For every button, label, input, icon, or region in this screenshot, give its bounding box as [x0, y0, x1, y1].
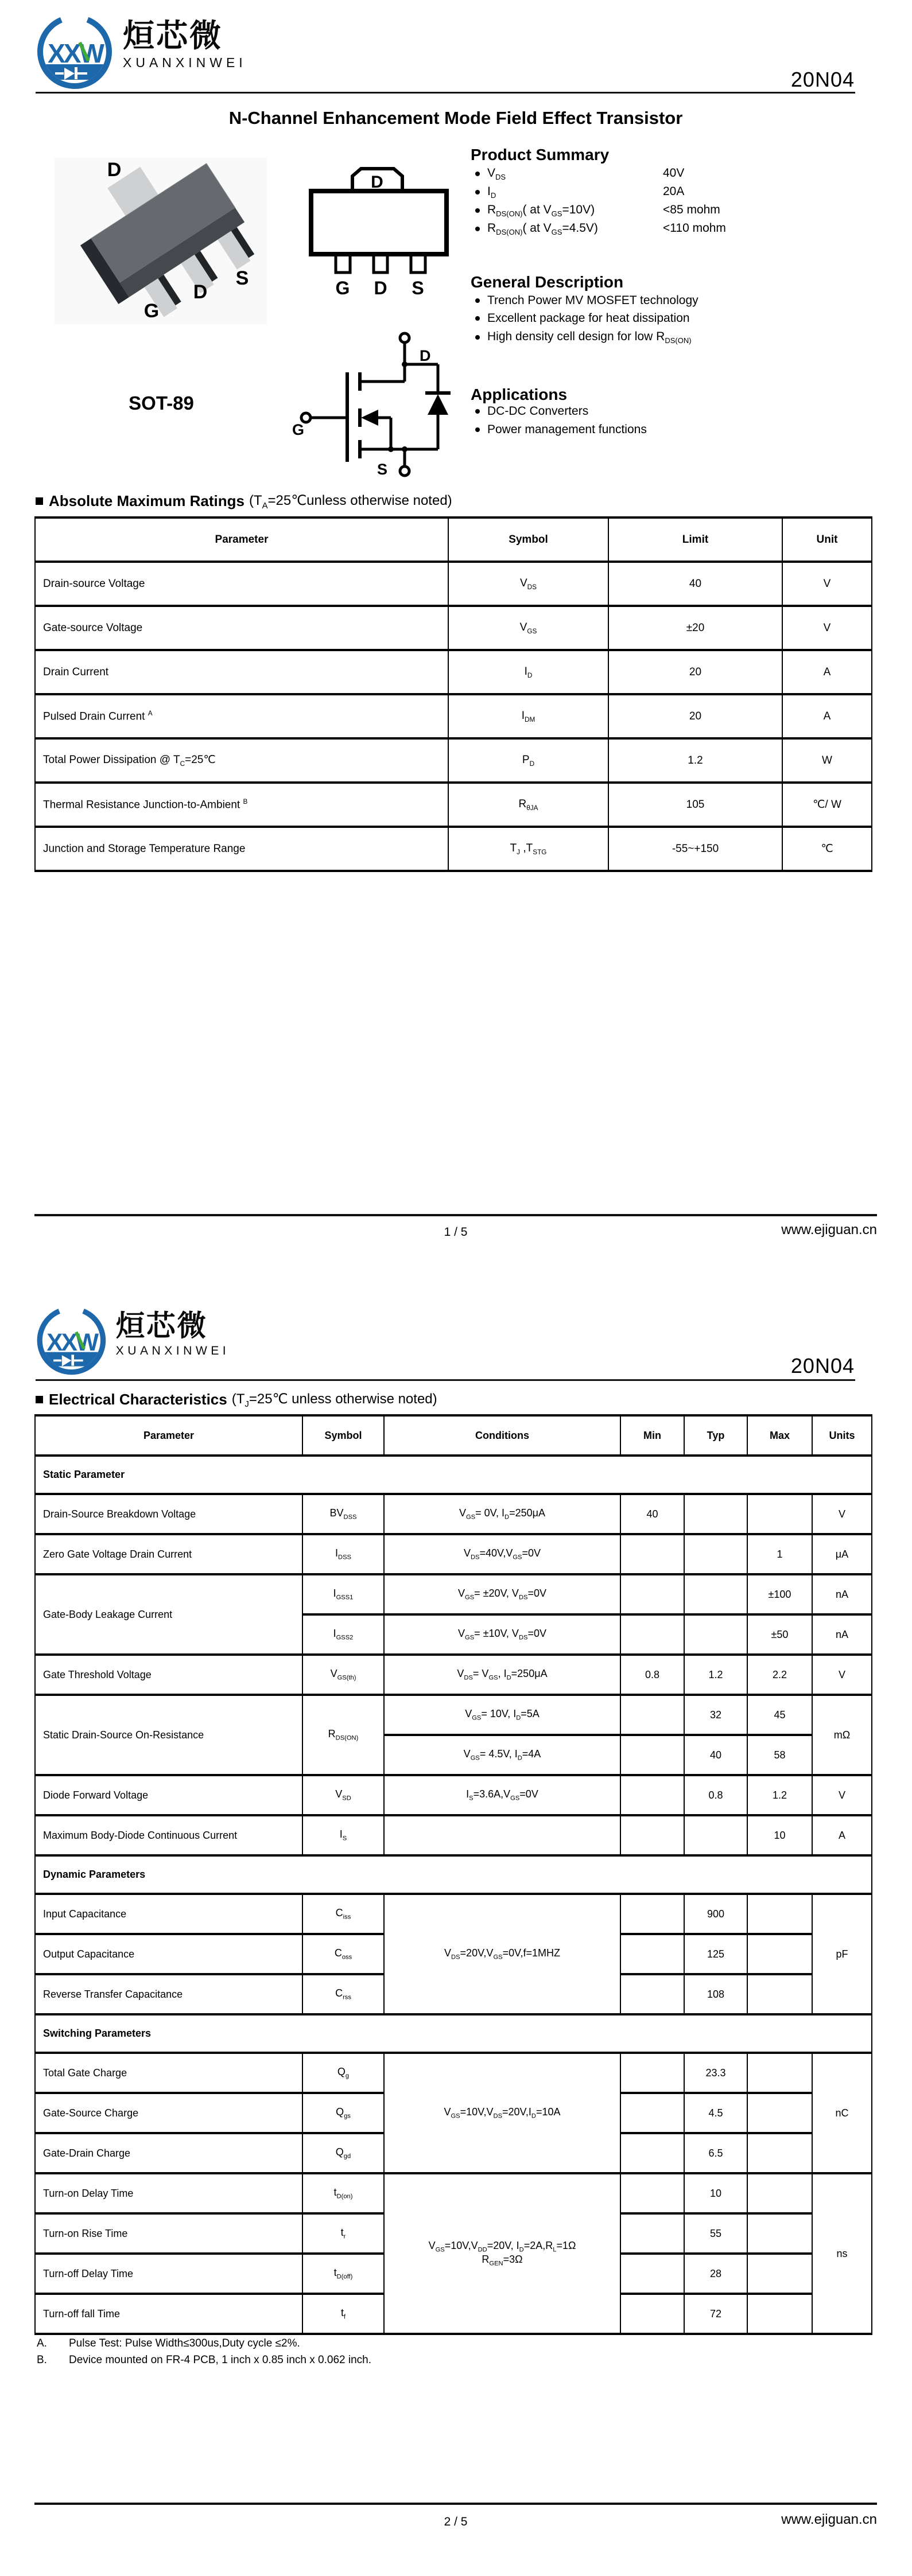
table-cell: 900 [684, 1894, 747, 1934]
application-text: Power management functions [487, 423, 647, 436]
summary-item [475, 221, 877, 236]
table-cell: $V_{GS}= 10V$, $I_D=5A$ [384, 1695, 620, 1735]
table-cell: μA [812, 1534, 872, 1574]
table-cell [620, 1614, 684, 1655]
table-cell: $V_{GS}= 0V$, $I_D=250\mu A$ [384, 1494, 620, 1534]
table-cell: nC [812, 2053, 872, 2173]
table-cell: $I_S$ [302, 1815, 384, 1855]
table-cell: $C_{rss}$ [302, 1974, 384, 2014]
table-cell: $C_{oss}$ [302, 1934, 384, 1974]
table-cell [620, 1974, 684, 2014]
footnote-label: A. [37, 2337, 47, 2349]
table-cell: $P_D$ [448, 738, 608, 783]
table-cell: $t_r$ [302, 2213, 384, 2254]
table-cell [747, 2133, 812, 2173]
absolute-maximum-ratings-table [34, 516, 872, 872]
table-cell [620, 1574, 684, 1614]
brand-logo-icon [34, 11, 115, 92]
table-cell [620, 2173, 684, 2213]
amr-heading-note: ($T_A=25℃unless$ otherwise noted) [249, 493, 452, 511]
table-cell: Turn-off fall Time [35, 2294, 302, 2334]
package-3d-render [55, 158, 267, 330]
summary-label: $I_D$ [487, 185, 496, 200]
brand-name-cn: 烜芯微 [123, 18, 223, 53]
ec-heading-note: ($T_J=25℃$ unless otherwise noted) [231, 1391, 437, 1409]
table-cell [620, 2254, 684, 2294]
part-number: 20N04 [790, 68, 855, 91]
table-cell [620, 2093, 684, 2133]
table-cell [747, 2093, 812, 2133]
table-cell: Drain-Source Breakdown Voltage [35, 1494, 302, 1534]
pin-label-tab: D [371, 173, 383, 192]
table-cell: ℃/ W [782, 783, 872, 827]
table-cell: $V_{DS}$ [448, 562, 608, 606]
mosfet-symbol [284, 329, 479, 487]
symbol-label-d: D [420, 347, 431, 364]
table-cell [620, 1934, 684, 1974]
ec-heading-bold: Electrical Characteristics [49, 1391, 227, 1408]
footer-rule [34, 1214, 877, 1216]
table-cell: V [782, 562, 872, 606]
table-cell: A [782, 650, 872, 694]
table-cell: 125 [684, 1934, 747, 1974]
table-cell [747, 1974, 812, 2014]
description-text: Excellent package for heat dissipation [487, 312, 690, 325]
table-cell: Thermal Resistance Junction-to-Ambient $^B$ [35, 783, 448, 827]
table-cell: Turn-on Delay Time [35, 2173, 302, 2213]
footnote-label: B. [37, 2354, 47, 2366]
table-cell [747, 2173, 812, 2213]
application-item [475, 404, 877, 418]
table-cell: 40 [684, 1735, 747, 1775]
table-cell: 40 [620, 1494, 684, 1534]
table-cell [684, 1494, 747, 1534]
table-cell [747, 1494, 812, 1534]
table-cell: ns [812, 2173, 872, 2334]
bullet-icon [475, 427, 480, 432]
table-cell: Input Capacitance [35, 1894, 302, 1934]
table-cell: Diode Forward Voltage [35, 1775, 302, 1815]
table-cell: Static Drain-Source On-Resistance [35, 1695, 302, 1775]
table-cell [620, 2053, 684, 2093]
section-band: Switching Parameters [35, 2014, 872, 2053]
column-header: Parameter [35, 1415, 302, 1456]
table-cell [684, 1534, 747, 1574]
summary-value: <85 mohm [663, 203, 720, 216]
footnote [37, 2335, 371, 2352]
table-cell: 40 [608, 562, 782, 606]
table-cell: $I_{GSS1}$ [302, 1574, 384, 1614]
summary-item [475, 185, 877, 200]
table-cell: $V_{DS}=40V,V_{GS}=0V$ [384, 1534, 620, 1574]
table-cell: Gate Threshold Voltage [35, 1655, 302, 1695]
table-cell: Reverse Transfer Capacitance [35, 1974, 302, 2014]
package-name: SOT-89 [129, 392, 194, 414]
brand-logo [34, 11, 247, 92]
table-cell: 108 [684, 1974, 747, 2014]
table-cell: Turn-on Rise Time [35, 2213, 302, 2254]
table-cell: $I_{DSS}$ [302, 1534, 384, 1574]
pin-label-s: S [412, 278, 424, 298]
table-cell: $Q_g$ [302, 2053, 384, 2093]
table-cell: 4.5 [684, 2093, 747, 2133]
table-cell [620, 1894, 684, 1934]
column-header: Typ [684, 1415, 747, 1456]
bullet-icon [475, 208, 480, 213]
footnote-text: Pulse Test: Pulse Width≤300us,Duty cycle ≤2%. [69, 2337, 300, 2349]
table-cell: ±100 [747, 1574, 812, 1614]
amr-section-heading [36, 492, 452, 511]
table-cell: $V_{GS}$ [448, 606, 608, 650]
description-item [475, 330, 877, 345]
table-cell: Gate-source Voltage [35, 606, 448, 650]
footnotes [37, 2335, 371, 2368]
column-header: Unit [782, 517, 872, 562]
pin-label-d: D [374, 278, 387, 298]
column-header: Max [747, 1415, 812, 1456]
table-cell: 20 [608, 650, 782, 694]
website-link: www.ejiguan.cn [781, 2512, 877, 2527]
pin-label-tab: D [107, 159, 122, 181]
table-cell: $t_{D(off)}$ [302, 2254, 384, 2294]
brand-name-en: XUANXINWEI [115, 1343, 230, 1357]
table-cell: 20 [608, 694, 782, 738]
table-cell [620, 2213, 684, 2254]
table-cell [747, 2213, 812, 2254]
table-cell: $t_f$ [302, 2294, 384, 2334]
pin-label-g: G [335, 278, 350, 298]
table-cell: 0.8 [684, 1775, 747, 1815]
table-cell: $t_{D(on)}$ [302, 2173, 384, 2213]
table-cell: 45 [747, 1695, 812, 1735]
table-cell: pF [812, 1894, 872, 2014]
table-cell: Zero Gate Voltage Drain Current [35, 1534, 302, 1574]
package-outline-drawing [307, 164, 453, 304]
summary-item [475, 166, 877, 181]
table-cell: Output Capacitance [35, 1934, 302, 1974]
summary-value: <110 mohm [663, 221, 726, 235]
table-cell [384, 1815, 620, 1855]
column-header: Parameter [35, 517, 448, 562]
table-cell: 2.2 [747, 1655, 812, 1695]
bullet-icon [475, 227, 480, 231]
header-rule [36, 92, 855, 94]
pin-label-s: S [235, 267, 249, 289]
table-cell: 55 [684, 2213, 747, 2254]
summary-label: $R_{DS(ON)}$( at $V_{GS}=10V$) [487, 203, 595, 219]
table-cell [620, 1735, 684, 1775]
section-band: Static Parameter [35, 1456, 872, 1494]
table-cell [747, 2294, 812, 2334]
symbol-label-g: G [292, 421, 305, 438]
section-band: Dynamic Parameters [35, 1855, 872, 1894]
table-cell: $V_{DS}= V_{GS}$, $I_D=250\mu A$ [384, 1655, 620, 1695]
document-title: N-Channel Enhancement Mode Field Effect Transistor [228, 108, 683, 128]
table-cell: ±20 [608, 606, 782, 650]
ec-section-heading [36, 1391, 437, 1409]
footer-rule [34, 2503, 877, 2505]
description-item [475, 294, 877, 308]
table-cell: $BV_{DSS}$ [302, 1494, 384, 1534]
table-cell: 1.2 [747, 1775, 812, 1815]
application-item [475, 423, 877, 437]
table-cell [620, 2294, 684, 2334]
table-cell: $V_{DS}=20V,V_{GS}=0V,f=1MHZ$ [384, 1894, 620, 2014]
table-cell: W [782, 738, 872, 783]
table-cell: 105 [608, 783, 782, 827]
table-cell: $T_J$ $,T_{STG}$ [448, 827, 608, 871]
table-cell: $V_{GS}=10V,V_{DD}=20V$, $I_D=2A,R_L=1\Omega$ $R_{GEN}=3\Omega$ [384, 2173, 620, 2334]
bullet-icon [475, 190, 480, 194]
brand-monogram: XXW [48, 38, 103, 68]
bullet-icon [475, 298, 480, 303]
table-cell: Drain-source Voltage [35, 562, 448, 606]
product-summary-heading: Product Summary [471, 146, 610, 164]
table-cell: 58 [747, 1735, 812, 1775]
description-text: High density cell design for low $R_{DS(ON)}$ [487, 330, 692, 345]
table-cell [620, 1534, 684, 1574]
table-cell: 1.2 [608, 738, 782, 783]
table-cell: -55~+150 [608, 827, 782, 871]
symbol-label-s: S [377, 461, 388, 478]
table-cell [747, 1894, 812, 1934]
table-cell: $Q_{gs}$ [302, 2093, 384, 2133]
column-header: Limit [608, 517, 782, 562]
table-cell: 0.8 [620, 1655, 684, 1695]
table-cell: ±50 [747, 1614, 812, 1655]
table-cell [620, 1695, 684, 1735]
table-cell: $V_{SD}$ [302, 1775, 384, 1815]
table-cell: $V_{GS}= \pm 20V$, $V_{DS}=0V$ [384, 1574, 620, 1614]
square-bullet-icon [36, 497, 43, 505]
table-cell: Gate-Body Leakage Current [35, 1574, 302, 1655]
table-cell: Pulsed Drain Current $^A$ [35, 694, 448, 738]
summary-label: $V_{DS}$ [487, 166, 506, 182]
summary-item [475, 203, 877, 218]
table-cell: V [812, 1655, 872, 1695]
table-cell: $V_{GS}= \pm 10V$, $V_{DS}=0V$ [384, 1614, 620, 1655]
column-header: Min [620, 1415, 684, 1456]
table-cell: A [782, 694, 872, 738]
pin-label-g: G [143, 300, 160, 322]
bullet-icon [475, 316, 480, 321]
brand-logo-icon [34, 1303, 108, 1378]
bullet-icon [475, 172, 480, 176]
table-cell [747, 2053, 812, 2093]
summary-value: 20A [663, 185, 685, 198]
table-cell: A [812, 1815, 872, 1855]
electrical-characteristics-table [34, 1414, 872, 2335]
table-cell: Drain Current [35, 650, 448, 694]
table-cell: 6.5 [684, 2133, 747, 2173]
column-header: Symbol [302, 1415, 384, 1456]
table-cell [684, 1614, 747, 1655]
table-cell [747, 1934, 812, 1974]
applications-heading: Applications [471, 386, 568, 403]
brand-monogram: XXW [46, 1328, 98, 1356]
table-cell: Maximum Body-Diode Continuous Current [35, 1815, 302, 1855]
part-number: 20N04 [790, 1354, 855, 1378]
table-cell: 10 [747, 1815, 812, 1855]
description-item [475, 312, 877, 325]
column-header: Units [812, 1415, 872, 1456]
footnote [37, 2352, 371, 2368]
table-cell: $V_{GS}=10V,V_{DS}=20V,I_D=10A$ [384, 2053, 620, 2173]
table-cell: V [782, 606, 872, 650]
brand-logo [34, 1303, 230, 1378]
page-number: 1 / 5 [444, 1225, 468, 1239]
general-description-heading: General Description [471, 273, 624, 291]
table-cell: $R_{\theta JA}$ [448, 783, 608, 827]
table-cell: Turn-off Delay Time [35, 2254, 302, 2294]
brand-name-cn: 烜芯微 [115, 1309, 208, 1343]
table-cell: Gate-Drain Charge [35, 2133, 302, 2173]
header-rule [36, 1379, 855, 1381]
table-cell: $V_{GS(th)}$ [302, 1655, 384, 1695]
table-cell: $I_{GSS2}$ [302, 1614, 384, 1655]
table-cell: Gate-Source Charge [35, 2093, 302, 2133]
summary-value: 40V [663, 166, 685, 180]
table-cell: nA [812, 1574, 872, 1614]
table-cell: 10 [684, 2173, 747, 2213]
amr-heading-bold: Absolute Maximum Ratings [49, 492, 245, 510]
table-cell: V [812, 1494, 872, 1534]
table-cell [684, 1815, 747, 1855]
application-text: DC-DC Converters [487, 404, 589, 418]
square-bullet-icon [36, 1396, 43, 1403]
table-cell: $V_{GS}= 4.5V$, $I_D=4A$ [384, 1735, 620, 1775]
table-cell: 1 [747, 1534, 812, 1574]
table-cell: $I_D$ [448, 650, 608, 694]
table-cell: 1.2 [684, 1655, 747, 1695]
table-cell [620, 1815, 684, 1855]
page-number: 2 / 5 [444, 2515, 468, 2528]
table-cell: 28 [684, 2254, 747, 2294]
table-cell: 23.3 [684, 2053, 747, 2093]
table-cell [747, 2254, 812, 2294]
description-text: Trench Power MV MOSFET technology [487, 294, 698, 307]
table-cell [620, 2133, 684, 2173]
table-cell [684, 1574, 747, 1614]
table-cell: $Q_{gd}$ [302, 2133, 384, 2173]
table-cell: Junction and Storage Temperature Range [35, 827, 448, 871]
pin-label-d: D [193, 281, 208, 303]
table-cell: Total Power Dissipation @ $T_C=25℃$ [35, 738, 448, 783]
table-cell: ℃ [782, 827, 872, 871]
table-cell: 72 [684, 2294, 747, 2334]
footnote-text: Device mounted on FR-4 PCB, 1 inch x 0.85 inch x 0.062 inch. [69, 2354, 371, 2366]
table-cell: $I_S=3.6A,V_{GS}=0V$ [384, 1775, 620, 1815]
table-cell: mΩ [812, 1695, 872, 1775]
table-cell: nA [812, 1614, 872, 1655]
table-cell: $R_{DS(ON)}$ [302, 1695, 384, 1775]
table-cell: Total Gate Charge [35, 2053, 302, 2093]
brand-name-en: XUANXINWEI [123, 55, 247, 70]
bullet-icon [475, 335, 480, 340]
website-link: www.ejiguan.cn [781, 1222, 877, 1238]
table-cell: $I_{DM}$ [448, 694, 608, 738]
table-cell: 32 [684, 1695, 747, 1735]
summary-label: $R_{DS(ON)}$( at $V_{GS}=4.5V$) [487, 221, 598, 237]
column-header: Conditions [384, 1415, 620, 1456]
table-cell: $C_{iss}$ [302, 1894, 384, 1934]
table-cell: V [812, 1775, 872, 1815]
column-header: Symbol [448, 517, 608, 562]
bullet-icon [475, 409, 480, 414]
table-cell [620, 1775, 684, 1815]
